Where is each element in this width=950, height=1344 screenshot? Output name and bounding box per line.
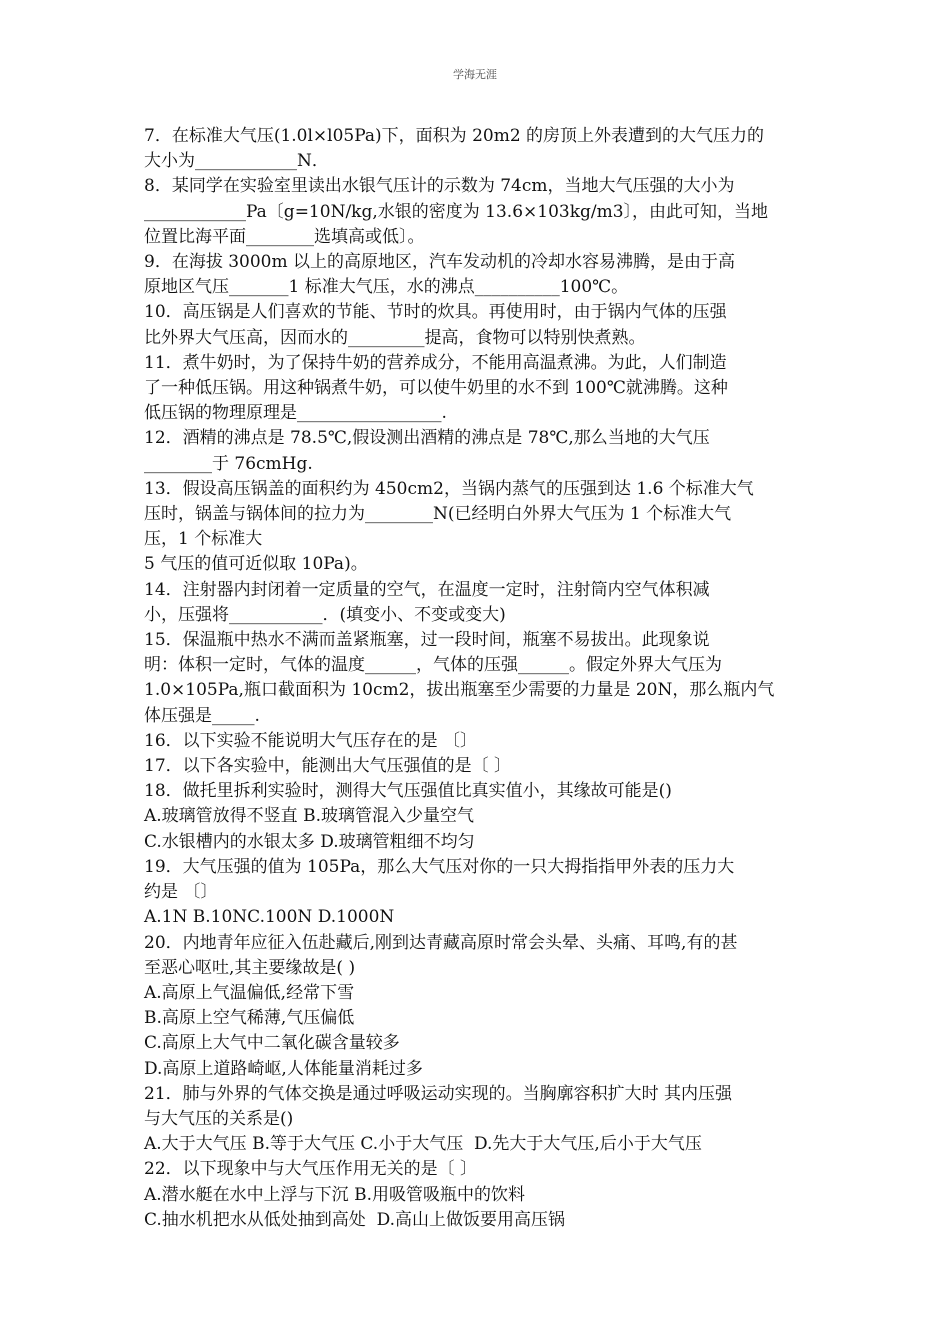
text-line: C.水银槽内的水银太多 D.玻璃管粗细不均匀 xyxy=(144,831,475,852)
text-line: 10．高压锅是人们喜欢的节能、节时的炊具。再使用时，由于锅内气体的压强 xyxy=(144,302,727,323)
text-line: 与大气压的关系是() xyxy=(144,1108,294,1129)
text-line: 至恶心呕吐,其主要缘故是( ) xyxy=(144,957,356,978)
text-line: 约是 〔〕 xyxy=(144,882,218,903)
text-line: 小，压强将___________．(填变小、不变或变大) xyxy=(144,604,506,625)
text-line: 15．保温瓶中热水不满而盖紧瓶塞，过一段时间，瓶塞不易拔出。此现象说 xyxy=(144,630,710,651)
text-line: 原地区气压_______1 标准大气压，水的沸点__________100℃。 xyxy=(144,277,629,298)
text-line: 1.0×105Pa,瓶口截面积为 10cm2，拔出瓶塞至少需要的力量是 20N，那么瓶内气 xyxy=(144,680,775,701)
text-line: 14．注射器内封闭着一定质量的空气，在温度一定时，注射筒内空气体积减 xyxy=(144,579,710,600)
text-line: A.高原上气温偏低,经常下雪 xyxy=(144,982,355,1003)
text-line: 比外界大气压高，因而水的_________提高，食物可以特别快煮熟。 xyxy=(144,327,646,348)
text-line: 了一种低压锅。用这种锅煮牛奶，可以使牛奶里的水不到 100℃就沸腾。这种 xyxy=(144,378,728,399)
text-line: 11．煮牛奶时，为了保持牛奶的营养成分，不能用高温煮沸。为此，人们制造 xyxy=(144,352,727,373)
text-line: 9．在海拔 3000m 以上的高原地区，汽车发动机的冷却水容易沸腾，是由于高 xyxy=(144,252,736,273)
text-line: C.抽水机把水从低处抽到高处 D.高山上做饭要用高压锅 xyxy=(144,1209,566,1230)
text-line: 8．某同学在实验室里读出水银气压计的示数为 74cm，当地大气压强的大小为 xyxy=(144,176,735,197)
text-line: 18．做托里拆利实验时，测得大气压强值比真实值小，其缘故可能是() xyxy=(144,781,672,802)
document-body xyxy=(144,124,809,1233)
text-line: 20．内地青年应征入伍赴藏后,刚到达青藏高原时常会头晕、头痛、耳鸣,有的甚 xyxy=(144,932,738,953)
text-line: D.高原上道路崎岖,人体能量消耗过多 xyxy=(144,1058,423,1079)
text-line: 12．酒精的沸点是 78.5℃,假设测出酒精的沸点是 78℃,那么当地的大气压 xyxy=(144,428,710,449)
text-line: C.高原上大气中二氧化碳含量较多 xyxy=(144,1033,400,1054)
text-line: 大小为____________N． xyxy=(144,151,329,172)
text-line: ________于 76cmHg. xyxy=(144,453,313,474)
text-line: B.高原上空气稀薄,气压偏低 xyxy=(144,1008,355,1029)
text-line: 5 气压的值可近似取 10Pa)。 xyxy=(144,554,368,575)
text-line: 低压锅的物理原理是_________________. xyxy=(144,403,447,424)
text-line: 16．以下实验不能说明大气压存在的是 〔〕 xyxy=(144,730,478,751)
text-line: A.玻璃管放得不竖直 B.玻璃管混入少量空气 xyxy=(144,806,474,827)
text-line: 19．大气压强的值为 105Pa，那么大气压对你的一只大拇指指甲外表的压力大 xyxy=(144,856,735,877)
text-line: 位置比海平面________选填高或低〕。 xyxy=(144,226,425,247)
text-line: 7．在标准大气压(1.0l×l05Pa)下，面积为 20m2 的房顶上外表遭到的大气压力的 xyxy=(144,126,765,146)
text-line: 压，1 个标准大 xyxy=(144,529,263,550)
page-header: 学海无涯 xyxy=(453,68,497,81)
text-line: A.大于大气压 B.等于大气压 C.小于大气压 D.先大于大气压,后小于大气压 xyxy=(144,1134,702,1155)
text-line: 明：体积一定时，气体的温度______，气体的压强______。假定外界大气压为 xyxy=(144,655,722,676)
text-line: 13．假设高压锅盖的面积约为 450cm2，当锅内蒸气的压强到达 1.6 个标准大气 xyxy=(144,478,754,499)
text-line: A.1N B.10NC.100N D.1000N xyxy=(144,907,395,928)
text-line: ____________Pa〔g=10N/kg,水银的密度为 13.6×103kg/m3〕，由此可知，当地 xyxy=(144,201,769,222)
text-line: 压时，锅盖与锅体间的拉力为________N(已经明白外界大气压为 1 个标准大气 xyxy=(144,504,732,525)
text-line: 17．以下各实验中，能测出大气压强值的是〔 〕 xyxy=(144,756,512,777)
text-line: A.潜水艇在水中上浮与下沉 B.用吸管吸瓶中的饮料 xyxy=(144,1184,525,1205)
text-line: 21．肺与外界的气体交换是通过呼吸运动实现的。当胸廓容积扩大时 其内压强 xyxy=(144,1083,733,1104)
text-line: 体压强是_____. xyxy=(144,705,260,726)
text-line: 22．以下现象中与大气压作用无关的是〔 〕 xyxy=(144,1159,478,1180)
